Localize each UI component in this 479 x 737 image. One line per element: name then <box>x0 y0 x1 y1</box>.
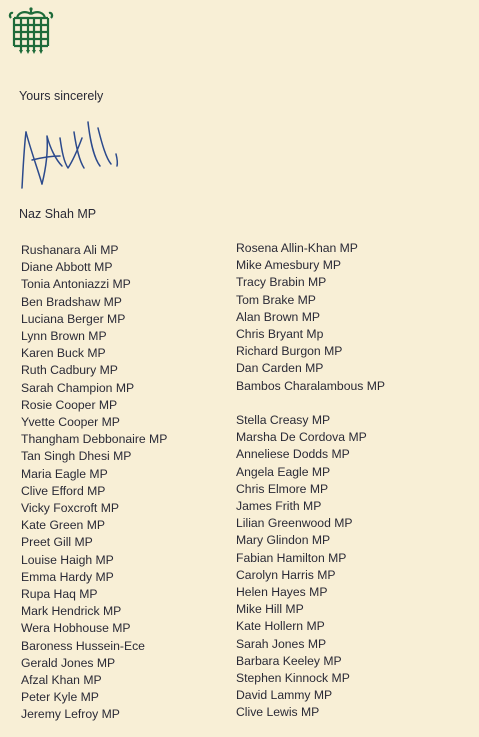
signatory-name: Diane Abbott MP <box>21 260 113 275</box>
signatory-name: Mary Glindon MP <box>236 533 331 548</box>
signatory-name: Mike Amesbury MP <box>236 258 341 273</box>
signatory-name: Anneliese Dodds MP <box>236 447 350 462</box>
signatory-name: Carolyn Harris MP <box>236 567 336 582</box>
signatory-name: Clive Efford MP <box>21 483 106 498</box>
signatory-name: Lilian Greenwood MP <box>236 516 353 531</box>
signatory-name: Marsha De Cordova MP <box>236 430 367 445</box>
signatory-name: Angela Eagle MP <box>236 464 331 479</box>
signatory-name: Helen Hayes MP <box>236 585 328 599</box>
signatory-name: Chris Elmore MP <box>236 481 329 496</box>
signatory-name: Maria Eagle MP <box>21 466 108 481</box>
signatory-name: Tom Brake MP <box>236 292 316 307</box>
signatory-name: Rushanara Ali MP <box>21 243 119 257</box>
closing-line: Yours sincerely <box>19 89 104 103</box>
signatory-name: Karen Buck MP <box>21 346 106 361</box>
signatory-name: Alan Brown MP <box>236 309 320 324</box>
signatory-name: Lynn Brown MP <box>21 329 107 343</box>
signatory-name: Mike Hill MP <box>236 602 304 617</box>
signatory-name: Jeremy Lefroy MP <box>21 707 120 722</box>
signatory-name: Barbara Keeley MP <box>236 653 342 668</box>
signatory-name: Thangham Debbonaire MP <box>21 432 168 447</box>
portcullis-icon <box>8 6 54 56</box>
signatory-name: Wera Hobhouse MP <box>21 621 131 636</box>
signatory-name: Gerald Jones MP <box>21 655 116 670</box>
signatory-name: Baroness Hussein-Ece <box>21 638 145 653</box>
signatory-name: Yvette Cooper MP <box>21 415 120 429</box>
handwritten-signature <box>16 118 128 196</box>
signatory-name: Tan Singh Dhesi MP <box>21 449 132 464</box>
signatory-name: Vicky Foxcroft MP <box>21 501 119 515</box>
signatory-name: Ben Bradshaw MP <box>21 294 122 309</box>
signatory-name: Sarah Champion MP <box>21 380 135 395</box>
signatory-name: Rosie Cooper MP <box>21 397 118 412</box>
sender-name: Naz Shah MP <box>19 207 97 221</box>
signatory-name: Chris Bryant Mp <box>236 327 324 341</box>
signatory-name: Clive Lewis MP <box>236 705 320 720</box>
signatory-name: Ruth Cadbury MP <box>21 363 118 378</box>
signatory-name: Rosena Allin-Khan MP <box>236 241 358 255</box>
signatory-name: Tonia Antoniazzi MP <box>21 277 131 292</box>
signatory-name: Richard Burgon MP <box>236 344 343 359</box>
signatory-name: Luciana Berger MP <box>21 311 126 326</box>
signatory-name: David Lammy MP <box>236 688 333 703</box>
signatory-name: Peter Kyle MP <box>21 690 99 705</box>
signatory-name: Kate Green MP <box>21 518 105 533</box>
signatory-name: Tracy Brabin MP <box>236 275 327 290</box>
signatory-name: Afzal Khan MP <box>21 673 102 687</box>
signatory-name: Fabian Hamilton MP <box>236 550 347 565</box>
signatory-name: Stella Creasy MP <box>236 413 331 427</box>
signatory-name: Kate Hollern MP <box>236 619 325 634</box>
signatory-name: Dan Carden MP <box>236 361 324 376</box>
signatory-name: Emma Hardy MP <box>21 569 114 584</box>
signatory-name: Sarah Jones MP <box>236 636 327 651</box>
signatory-name: Stephen Kinnock MP <box>236 671 350 685</box>
signatory-name: Mark Hendrick MP <box>21 604 122 619</box>
signatory-name: Bambos Charalambous MP <box>236 378 386 393</box>
signatory-name: Preet Gill MP <box>21 535 93 550</box>
signatory-name: Louise Haigh MP <box>21 552 114 567</box>
signatory-name: Rupa Haq MP <box>21 587 98 601</box>
signatory-name: James Frith MP <box>236 499 322 513</box>
